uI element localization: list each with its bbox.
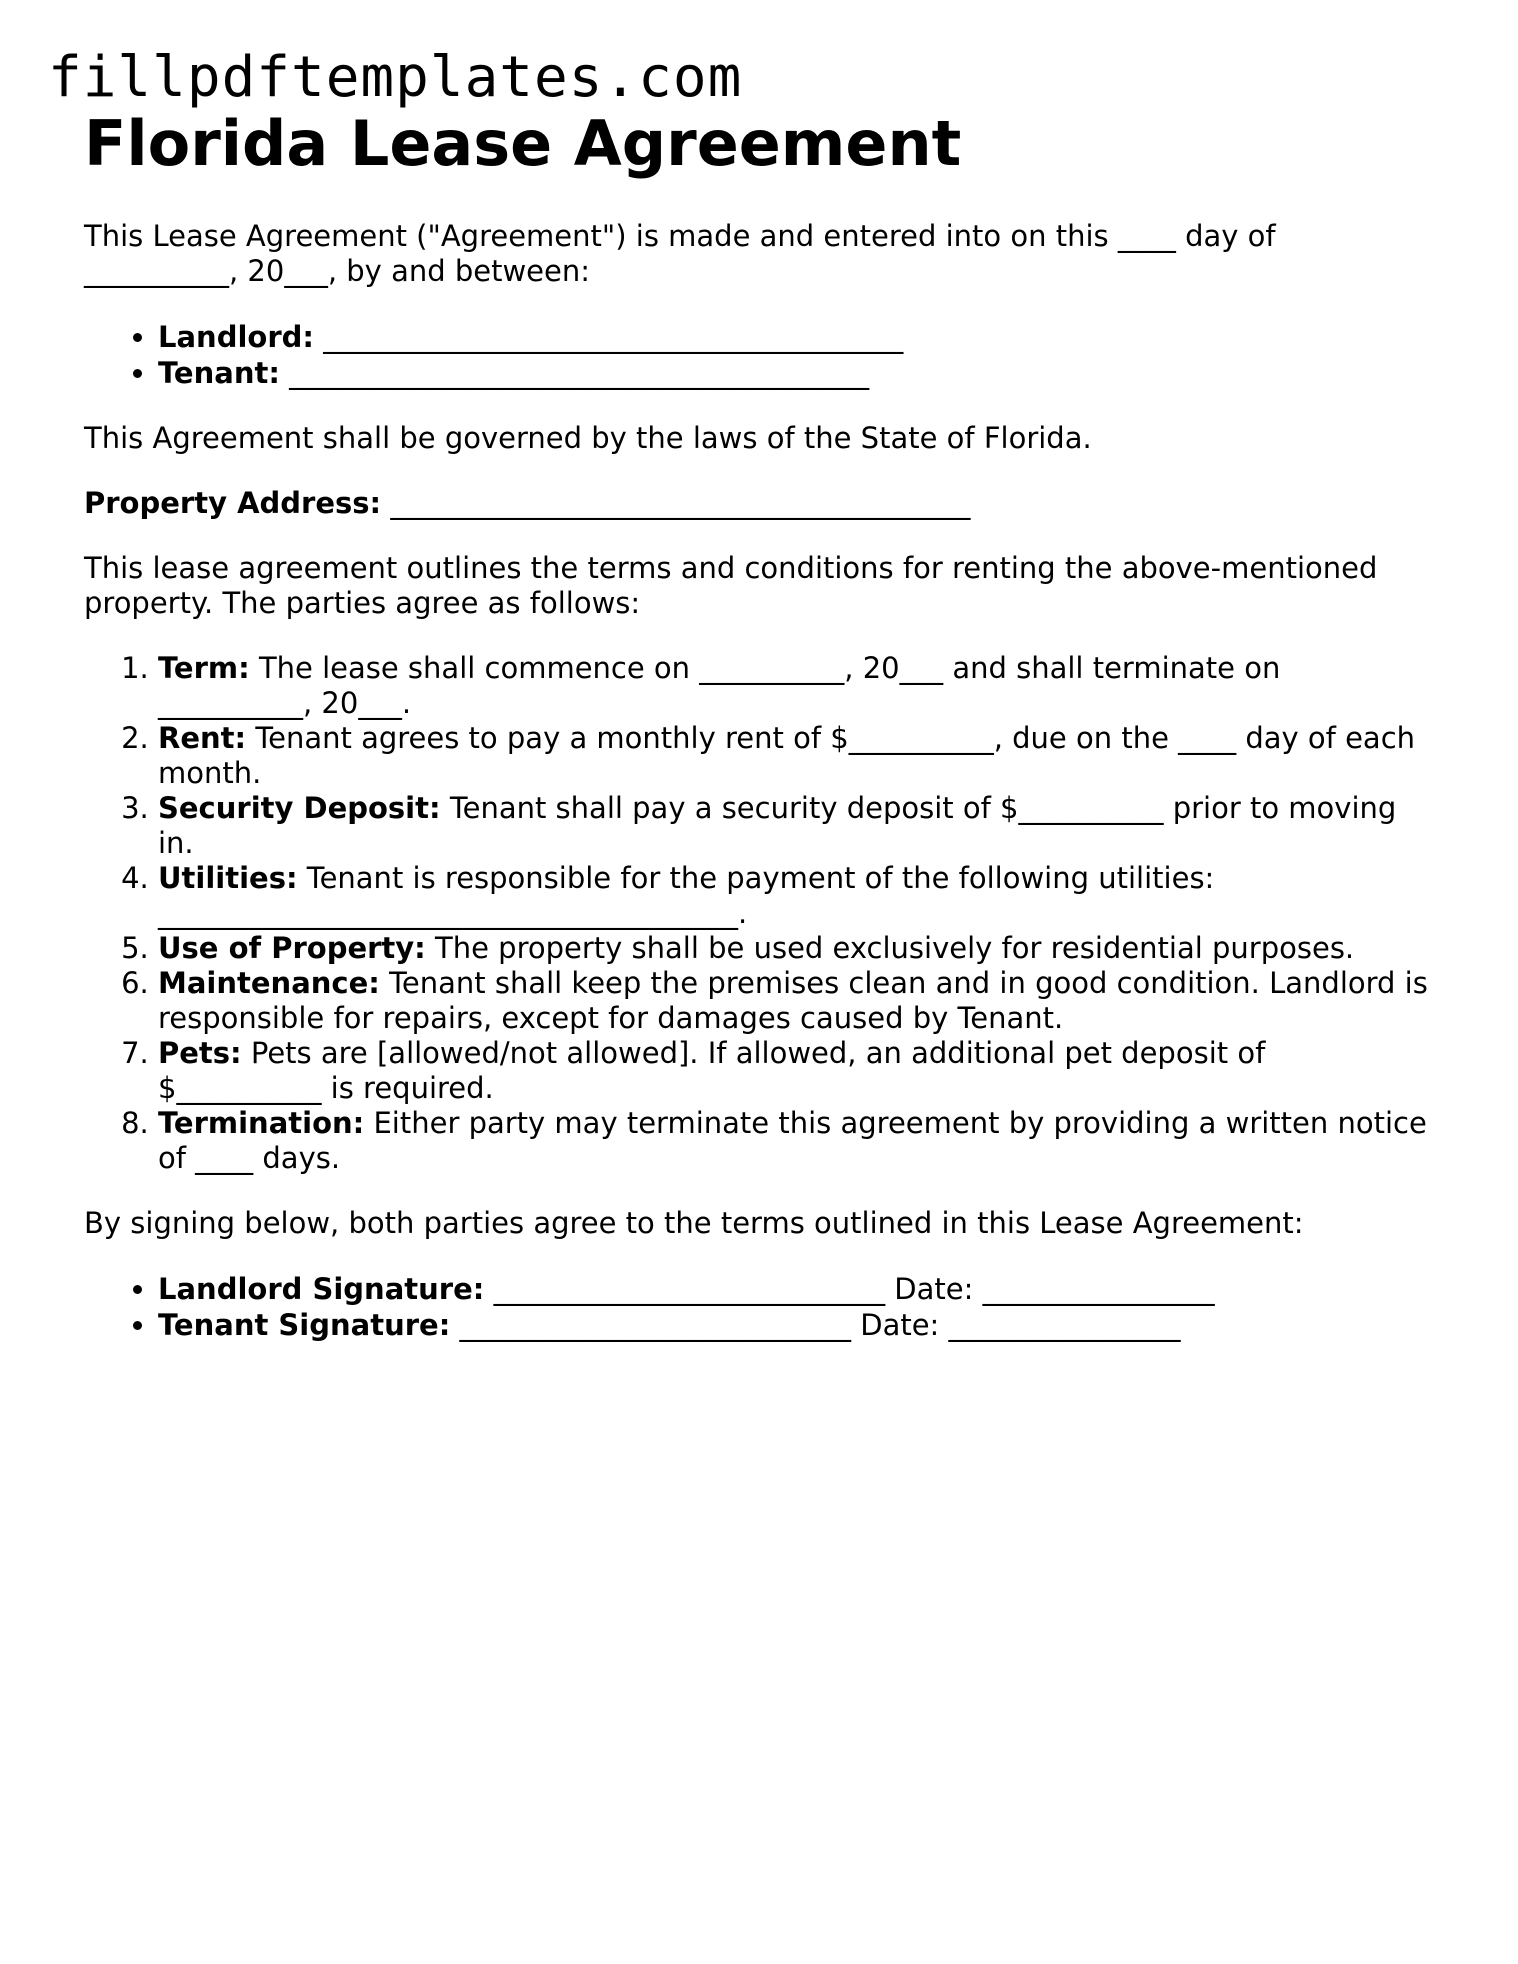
intro-paragraph: This Lease Agreement ("Agreement") is made and entered into on this ____ day of __________, 20___, by and between:	[84, 219, 1276, 288]
term-text: Either party may terminate this agreement by providing a written notice of ____ days.	[158, 1106, 1427, 1175]
term-label: Rent:	[158, 721, 247, 755]
term-label: Utilities:	[158, 861, 298, 895]
property-address-label: Property Address:	[84, 486, 382, 520]
date-line: ________________	[982, 1272, 1215, 1306]
party-label: Landlord:	[158, 320, 314, 354]
signing-intro: By signing below, both parties agree to the terms outlined in this Lease Agreement:	[84, 1206, 1304, 1240]
term-label: Maintenance:	[158, 966, 380, 1000]
term-text: Tenant shall pay a security deposit of $__________ prior to moving in.	[158, 791, 1397, 860]
term-label: Use of Property:	[158, 931, 426, 965]
term-label: Term:	[158, 651, 250, 685]
term-label: Termination:	[158, 1106, 365, 1140]
date-line: ________________	[948, 1308, 1181, 1342]
property-address-blank: ________________________________________	[390, 486, 971, 520]
term-item	[158, 1106, 1434, 1176]
document	[84, 104, 1434, 1343]
term-label: Security Deposit:	[158, 791, 441, 825]
term-text: Tenant is responsible for the payment of the following utilities: ________________________________________.	[158, 861, 1215, 930]
term-label: Pets:	[158, 1036, 242, 1070]
signatures-list	[84, 1271, 1434, 1343]
term-text: The lease shall commence on __________, 20___ and shall terminate on __________, 20___.	[158, 651, 1281, 720]
date-label: Date:	[894, 1272, 974, 1306]
party-blank: ________________________________________	[289, 356, 870, 390]
signature-line: ___________________________	[493, 1272, 886, 1306]
term-item	[158, 861, 1434, 931]
signature-tenant	[158, 1307, 1434, 1343]
governing-law: This Agreement shall be governed by the laws of the State of Florida.	[84, 421, 1092, 455]
term-text: Tenant agrees to pay a monthly rent of $__________, due on the ____ day of each month.	[158, 721, 1416, 790]
term-item	[158, 651, 1434, 721]
party-tenant	[158, 355, 1434, 391]
term-text: Pets are [allowed/not allowed]. If allowed, an additional pet deposit of $__________ is required.	[158, 1036, 1266, 1105]
signature-label: Tenant Signature:	[158, 1308, 451, 1342]
term-item	[158, 791, 1434, 861]
term-item	[158, 966, 1434, 1036]
parties-list	[84, 319, 1434, 391]
term-item	[158, 721, 1434, 791]
term-text: Tenant shall keep the premises clean and in good condition. Landlord is responsible for repairs, except for damages caused by Tenant.	[158, 966, 1428, 1035]
signature-landlord	[158, 1271, 1434, 1307]
term-text: The property shall be used exclusively for residential purposes.	[435, 931, 1355, 965]
date-label: Date:	[860, 1308, 940, 1342]
term-item	[158, 931, 1434, 966]
signature-line: ___________________________	[459, 1308, 852, 1342]
page-title: Florida Lease Agreement	[84, 107, 962, 180]
party-blank: ________________________________________	[323, 320, 904, 354]
signature-label: Landlord Signature:	[158, 1272, 485, 1306]
outline-paragraph: This lease agreement outlines the terms and conditions for renting the above-mentioned property. The parties agree as follows:	[84, 551, 1378, 620]
watermark: fillpdftemplates.com	[48, 45, 743, 110]
party-label: Tenant:	[158, 356, 280, 390]
property-address	[84, 486, 1434, 521]
terms-list	[84, 651, 1434, 1176]
term-item	[158, 1036, 1434, 1106]
party-landlord	[158, 319, 1434, 355]
